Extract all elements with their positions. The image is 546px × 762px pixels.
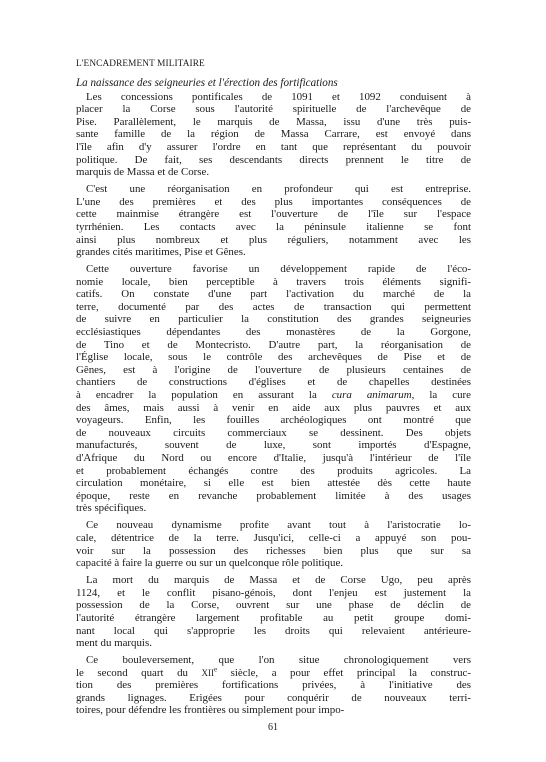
text-line: ment du marquis.	[76, 637, 152, 650]
text-line: cale, détentrice de la terre. Jusqu'ici, celle-ci a appuyé son pou-	[76, 531, 471, 544]
text-line: ecclésiastiques dépendantes des monastères de la Gorgone,	[76, 326, 471, 339]
text-line: 1124, et le conflit pisano-génois, dont l'enjeu est justement la	[76, 586, 471, 599]
text-line: capacité à faire la guerre ou sur un quelconque rôle politique.	[76, 557, 344, 570]
text-line: grandes cités maritimes, Pise et Gênes.	[76, 246, 246, 259]
paragraph	[76, 574, 471, 650]
text-line: voir sur la possession des richesses bien plus que sur sa	[76, 544, 471, 557]
text-line: l'île afin d'y assurer l'ordre en tant que représentant du pouvoir	[76, 140, 471, 153]
text-line: grands lignages. Erigées pour conquérir de nouveaux terri-	[76, 691, 471, 704]
text-line: Ce nouveau dynamisme profite avant tout à l'aristocratie lo-	[86, 519, 471, 532]
text-line: de nouveaux circuits commerciaux se dessinent. Des objets	[76, 426, 471, 439]
text-line: catifs. On constate d'une part l'activation du marché de la	[76, 288, 471, 301]
text-line: La mort du marquis de Massa et de Corse Ugo, peu après	[86, 574, 471, 587]
text-line: de Tino et de Montecristo. D'autre part, la réorganisation de	[76, 338, 471, 351]
section-title: La naissance des seigneuries et l'érection des fortifications	[76, 77, 338, 89]
text-line: et probablement échangés contre des produits agricoles. La	[76, 464, 471, 477]
text-line: Les concessions pontificales de 1091 et 1092 conduisent à	[86, 90, 471, 103]
page-body	[76, 58, 471, 721]
text-line: manufacturés, souvent de luxe, sont importés d'Espagne,	[76, 439, 471, 452]
text-line: tion des premières fortifications privées, à l'initiative des	[76, 679, 471, 692]
text-line: L'une des premières et des plus importantes conséquences de	[76, 195, 471, 208]
text-line: à encadrer la population en assurant la cura animarum, la cure	[76, 389, 471, 402]
text-line: Gênes, est à l'origine de l'ouverture de plusieurs centaines de	[76, 363, 471, 376]
text-line: sante famille de la région de Massa Carrare, est envoyé dans	[76, 128, 471, 141]
text-line: des âmes, mais aussi à venir en aide aux plus pauvres et aux	[76, 401, 471, 414]
text-line: de suivre en particulier la constitution des grandes seigneuries	[76, 313, 471, 326]
paragraph	[76, 519, 471, 569]
text-line: tyrrhénien. Les contacts avec la péninsule italienne se font	[76, 220, 471, 233]
text-line: l'autorité étrangère largement profitable au petit groupe domi-	[76, 611, 471, 624]
text-line: ainsi plus nombreux et plus réguliers, notamment avec les	[76, 233, 471, 246]
paragraph	[76, 183, 471, 259]
text-line: chantiers de constructions d'églises et de chapelles destinées	[76, 376, 471, 389]
text-line: toires, pour défendre les frontières ou simplement pour impo-	[76, 704, 345, 717]
text-line: nomie locale, bien perceptible à travers trois éléments signifi-	[76, 275, 471, 288]
text-line: cette mainmise étrangère est l'ouverture de l'île sur l'espace	[76, 208, 471, 221]
page-number: 61	[268, 722, 278, 733]
text-line: époque, reste en revanche probablement limitée à des usages	[76, 489, 471, 502]
text-line: très spécifiques.	[76, 502, 147, 515]
text-line: marquis de Massa et de Corse.	[76, 166, 210, 179]
text-line: d'Afrique du Nord ou encore d'Italie, jusqu'à l'intérieur de l'île	[76, 452, 471, 464]
paragraph	[76, 91, 471, 179]
paragraph	[76, 654, 471, 717]
text-line: le second quart du XIIe siècle, a pour effet principal la construc-	[76, 666, 471, 679]
paragraph	[76, 263, 471, 515]
running-head: L'ENCADREMENT MILITAIRE	[76, 59, 205, 69]
text-line: l'Église locale, sous le contrôle des archevêques de Pise et de	[76, 351, 471, 364]
text-line: possession de la Corse, ouvrent sur une phase de déclin de	[76, 599, 471, 612]
text-line: voyageurs. Enfin, les fouilles archéologiques ont montré que	[76, 414, 471, 427]
text-line: circulation monétaire, si elle est bien attestée dès cette haute	[76, 477, 471, 490]
text-line: Pise. Parallèlement, le marquis de Massa, issu d'une très puis-	[76, 115, 471, 128]
text-line: Cette ouverture favorise un développement rapide de l'éco-	[86, 263, 471, 276]
body-text	[76, 91, 471, 717]
text-line: Ce bouleversement, que l'on situe chronologiquement vers	[86, 654, 471, 667]
text-line: politique. De fait, ses descendants directs prennent le titre de	[76, 153, 471, 166]
text-line: terre, documenté par des actes de transaction qui permettent	[76, 300, 471, 313]
text-line: placer la Corse sous l'autorité spirituelle de l'archevêque de	[76, 103, 471, 116]
text-line: C'est une réorganisation en profondeur qui est entreprise.	[86, 183, 471, 196]
text-line: nant local qui s'approprie les droits qui relevaient antérieure-	[76, 624, 471, 637]
